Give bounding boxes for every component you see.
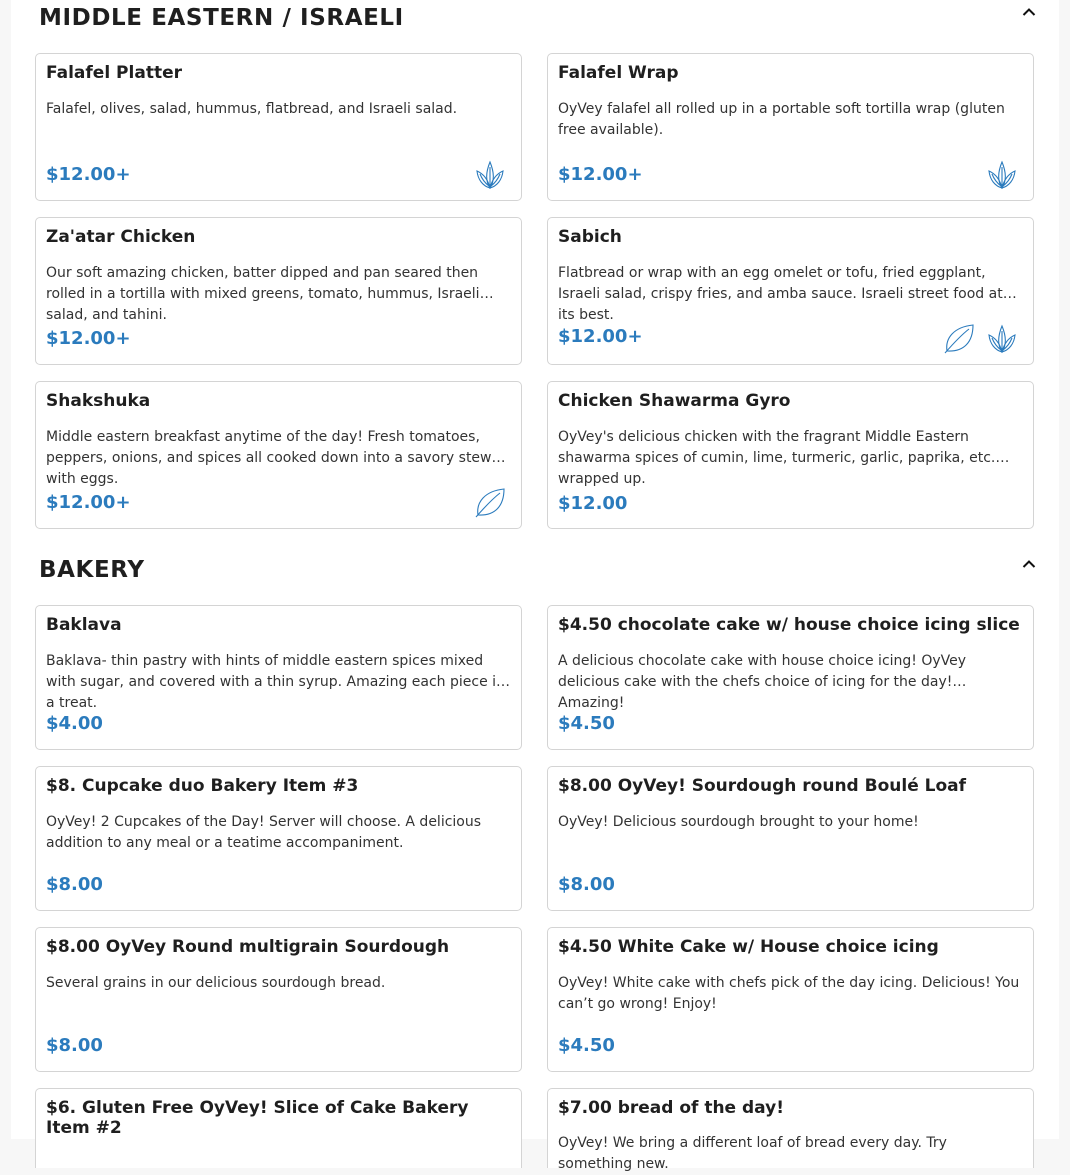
item-description: OyVey! 2 Cupcakes of the Day! Server will choose. A delicious addition to any meal or a teatime accompaniment. xyxy=(46,814,482,851)
menu-item-card[interactable] xyxy=(35,1088,522,1168)
item-description: Falafel, olives, salad, hummus, flatbread, and Israeli salad. xyxy=(46,101,458,117)
item-price: $12.00+ xyxy=(558,164,643,185)
item-price: $4.50 xyxy=(558,713,615,734)
menu-item-card[interactable] xyxy=(547,605,1034,750)
vegan-icon xyxy=(985,157,1019,191)
section-header-middle-eastern[interactable] xyxy=(39,0,1037,40)
item-name: $8. Cupcake duo Bakery Item #3 xyxy=(46,776,359,796)
item-name: $7.00 bread of the day! xyxy=(558,1098,784,1118)
item-description: Several grains in our delicious sourdough bread. xyxy=(46,975,386,991)
section-title: BAKERY xyxy=(39,557,145,583)
chevron-up-icon[interactable] xyxy=(1021,556,1037,572)
menu-item-card[interactable] xyxy=(547,53,1034,201)
vegetarian-icon xyxy=(473,485,507,519)
item-price: $8.00 xyxy=(558,874,615,895)
menu-item-card[interactable] xyxy=(547,1088,1034,1172)
item-price: $12.00 xyxy=(558,493,628,514)
item-price: $4.00 xyxy=(46,713,103,734)
menu-item-card[interactable] xyxy=(35,53,522,201)
item-description: OyVey! Delicious sourdough brought to your home! xyxy=(558,814,919,830)
menu-page xyxy=(11,0,1059,1172)
menu-item-card[interactable] xyxy=(35,217,522,365)
item-price: $12.00+ xyxy=(558,326,643,347)
item-price: $8.00 xyxy=(46,874,103,895)
item-description: OyVey! We bring a different loaf of bread every day. Try something new. xyxy=(558,1135,947,1172)
item-description: Middle eastern breakfast anytime of the day! Fresh tomatoes, peppers, onions, and spices all cooked down into a savory stew with eggs. xyxy=(46,429,492,487)
item-name: $8.00 OyVey! Sourdough round Boulé Loaf xyxy=(558,776,967,796)
menu-item-card[interactable] xyxy=(547,766,1034,911)
menu-item-card[interactable] xyxy=(547,381,1034,529)
item-name: Baklava xyxy=(46,615,122,635)
item-price: $12.00+ xyxy=(46,328,131,349)
item-description: Baklava- thin pastry with hints of middle eastern spices mixed with sugar, and covered with a thin syrup. Amazing each piece is a treat. xyxy=(46,653,504,711)
item-name: $6. Gluten Free OyVey! Slice of Cake Bakery Item #2 xyxy=(46,1098,469,1138)
item-description: A delicious chocolate cake with house choice icing! OyVey delicious cake with the chefs choice of icing for the day! Amazing! xyxy=(558,653,967,711)
item-name: Za'atar Chicken xyxy=(46,227,196,247)
item-name: $8.00 OyVey Round multigrain Sourdough xyxy=(46,937,450,957)
vegan-icon xyxy=(985,321,1019,355)
item-price: $12.00+ xyxy=(46,492,131,513)
menu-item-card[interactable] xyxy=(35,766,522,911)
chevron-up-icon[interactable] xyxy=(1021,4,1037,20)
item-price: $12.00+ xyxy=(46,164,131,185)
item-description: OyVey! White cake with chefs pick of the day icing. Delicious! You can’t go wrong! Enjoy! xyxy=(558,975,1020,1012)
item-name: Chicken Shawarma Gyro xyxy=(558,391,791,411)
menu-item-card[interactable] xyxy=(547,217,1034,365)
item-name: Shakshuka xyxy=(46,391,151,411)
item-price: $8.00 xyxy=(46,1035,103,1056)
item-name: Falafel Platter xyxy=(46,63,182,83)
item-price: $4.50 xyxy=(558,1035,615,1056)
item-description: OyVey's delicious chicken with the fragrant Middle Eastern shawarma spices of cumin, lime, turmeric, garlic, paprika, etc. wrapped up. xyxy=(558,429,996,487)
menu-item-card[interactable] xyxy=(35,381,522,529)
item-description: Our soft amazing chicken, batter dipped and pan seared then rolled in a tortilla with mixed greens, tomato, hummus, Israeli salad, and tahini. xyxy=(46,265,480,323)
menu-item-card[interactable] xyxy=(547,927,1034,1072)
section-header-bakery[interactable] xyxy=(39,552,1037,592)
item-name: Sabich xyxy=(558,227,622,247)
section-title: MIDDLE EASTERN / ISRAELI xyxy=(39,5,404,31)
menu-item-card[interactable] xyxy=(35,605,522,750)
item-name: Falafel Wrap xyxy=(558,63,679,83)
vegan-icon xyxy=(473,157,507,191)
item-description: Flatbread or wrap with an egg omelet or tofu, fried eggplant, Israeli salad, crispy fries, and amba sauce. Israeli street food at its best. xyxy=(558,265,1003,323)
item-name: $4.50 chocolate cake w/ house choice icing slice xyxy=(558,615,1020,635)
vegetarian-icon xyxy=(942,321,976,355)
item-name: $4.50 White Cake w/ House choice icing xyxy=(558,937,939,957)
menu-item-card[interactable] xyxy=(35,927,522,1072)
item-description: OyVey falafel all rolled up in a portable soft tortilla wrap (gluten free available). xyxy=(558,101,1005,138)
